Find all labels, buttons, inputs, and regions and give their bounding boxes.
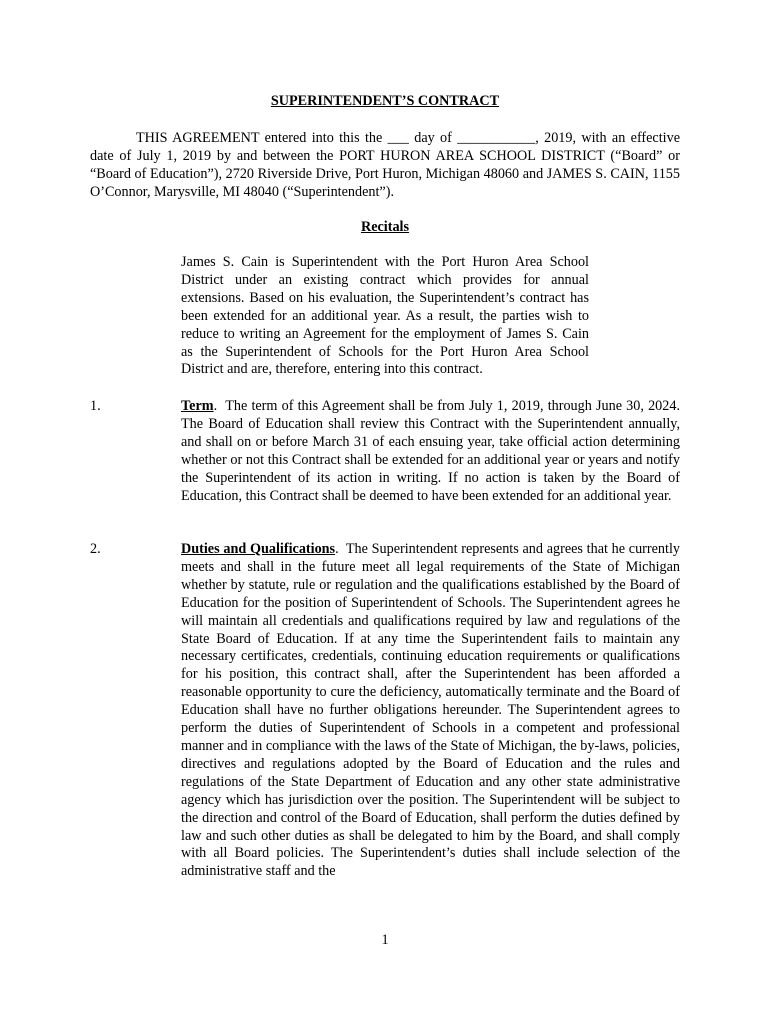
section-term [181, 398, 680, 505]
document-title: SUPERINTENDENT’S CONTRACT [270, 93, 500, 109]
section-duties [181, 541, 680, 881]
intro-paragraph: THIS AGREEMENT entered into this the ___ day of ___________, 2019, with an effective date of July 1, 2019 by and between the PORT HURON AREA SCHOOL DISTRICT (“Board” or “Board of Education”), 2720 Riverside Drive, Port Huron, Michigan 48060 and JAMES S. CAIN, 1155 O’Connor, Marysville, MI 48040 (“Superintendent”). [90, 130, 680, 200]
section-text: The term of this Agreement shall be from July 1, 2019, through June 30, 2024. The Board of Education shall review this Contract with the Superintendent annually, and shall on or before March 31 of each ensuing year, take official action determining whether or not this Contract shall be extended for an additional year or years and notify the Superintendent of its action in writing. If no action is taken by the Board of Education, this Contract shall be deemed to have been extended for an additional year. [181, 398, 681, 504]
recitals-heading: Recitals [360, 219, 410, 235]
section-heading: Term [181, 398, 214, 414]
section-heading: Duties and Qualifications [181, 541, 336, 557]
section-heading-punct: . [335, 541, 339, 557]
section-number: 1. [90, 398, 101, 414]
recitals-paragraph: James S. Cain is Superintendent with the Port Huron Area School District under an existing contract which provides for annual extensions. Based on his evaluation, the Superintendent’s contract has been extended for an additional year. As a result, the parties wish to reduce to writing an Agreement for the employment of James S. Cain as the Superintendent of Schools for the Port Huron Area School District and are, therefore, entering into this contract. [181, 254, 589, 378]
section-number: 2. [90, 541, 101, 557]
page-number: 1 [381, 932, 389, 948]
section-heading-punct: . [213, 398, 218, 414]
section-text: The Superintendent represents and agrees that he currently meets and shall in the future meet all legal requirements of the State of Michigan whether by statute, rule or regulation and the qualifications established by the Board of Education for the position of Superintendent of Schools. The Superintendent agrees he will maintain all credentials and qualifications required by law and regulations of the State Board of Education. If at any time the Superintendent fails to maintain any necessary certificates, credentials, continuing education requirements or qualifications for his position, this contract shall, after the Superintendent has been afforded a reasonable opportunity to cure the deficiency, automatically terminate and the Board of Education shall have no further obligations hereunder. The Superintendent agrees to perform the duties of Superintendent of Schools in a competent and professional manner and in compliance with the laws of the State of Michigan, the by-laws, policies, directives and regulations adopted by the Board of Education and the rules and regulations of the State Department of Education and any other state administrative agency which has jurisdiction over the position. The Superintendent will be subject to the direction and control of the Board of Education, shall perform the duties defined by law and such other duties as shall be delegated to him by the Board, and shall comply with all Board policies. The Superintendent’s duties shall include selection of the administrative staff and the [181, 541, 680, 880]
